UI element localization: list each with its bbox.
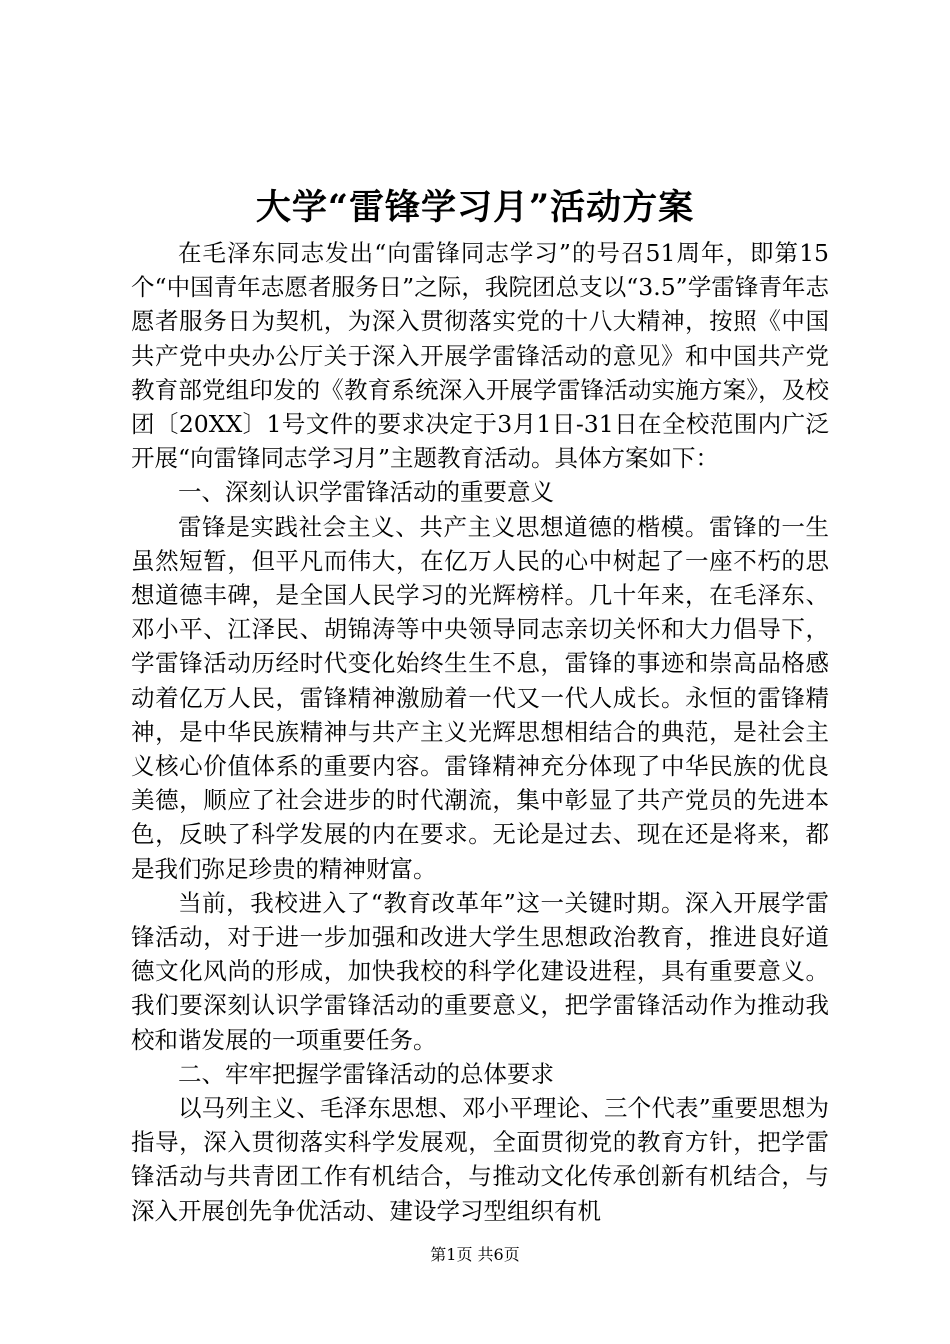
paragraph-current: 当前，我校进入了“教育改革年”这一关键时期。深入开展学雷锋活动，对于进一步加强和改进大学生思想政治教育，推进良好道德文化风尚的形成，加快我校的科学化建设进程，具有重要意义。我们要深刻认识学雷锋活动的重要意义，把学雷锋活动作为推动我校和谐发展的一项重要任务。 [131,888,829,1054]
page-number-footer: 第1页 共6页 [430,1245,520,1264]
section-heading-2: 二、牢牢把握学雷锋活动的总体要求 [178,1059,554,1088]
section-heading-1: 一、深刻认识学雷锋活动的重要意义 [178,478,554,507]
document-title: 大学“雷锋学习月”活动方案 [255,187,695,228]
paragraph-requirements: 以马列主义、毛泽东思想、邓小平理论、三个代表”重要思想为指导，深入贯彻落实科学发展观，全面贯彻党的教育方针，把学雷锋活动与共青团工作有机结合，与推动文化传承创新有机结合，与深入开展创先争优活动、建设学习型组织有机 [131,1094,829,1225]
document-body [131,236,829,1228]
paragraph-significance: 雷锋是实践社会主义、共产主义思想道德的楷模。雷锋的一生虽然短暂，但平凡而伟大，在亿万人民的心中树起了一座不朽的思想道德丰碑，是全国人民学习的光辉榜样。几十年来，在毛泽东、邓小平、江泽民、胡锦涛等中央领导同志亲切关怀和大力倡导下，学雷锋活动历经时代变化始终生生不息，雷锋的事迹和崇高品格感动着亿万人民，雷锋精神激励着一代又一代人成长。永恒的雷锋精神，是中华民族精神与共产主义光辉思想相结合的典范，是社会主义核心价值体系的重要内容。雷锋精神充分体现了中华民族的优良美德，顺应了社会进步的时代潮流，集中彰显了共产党员的先进本色，反映了科学发展的内在要求。无论是过去、现在还是将来，都是我们弥足珍贵的精神财富。 [131,512,829,883]
paragraph-intro: 在毛泽东同志发出“向雷锋同志学习”的号召51周年，即第15个“中国青年志愿者服务日”之际，我院团总支以“3.5”学雷锋青年志愿者服务日为契机，为深入贯彻落实党的十八大精神，按照《中国共产党中央办公厅关于深入开展学雷锋活动的意见》和中国共产党教育部党组印发的《教育系统深入开展学雷锋活动实施方案》，及校团〔20XX〕1号文件的要求决定于3月1日-31日在全校范围内广泛开展“向雷锋同志学习月”主题教育活动。具体方案如下： [131,239,829,473]
